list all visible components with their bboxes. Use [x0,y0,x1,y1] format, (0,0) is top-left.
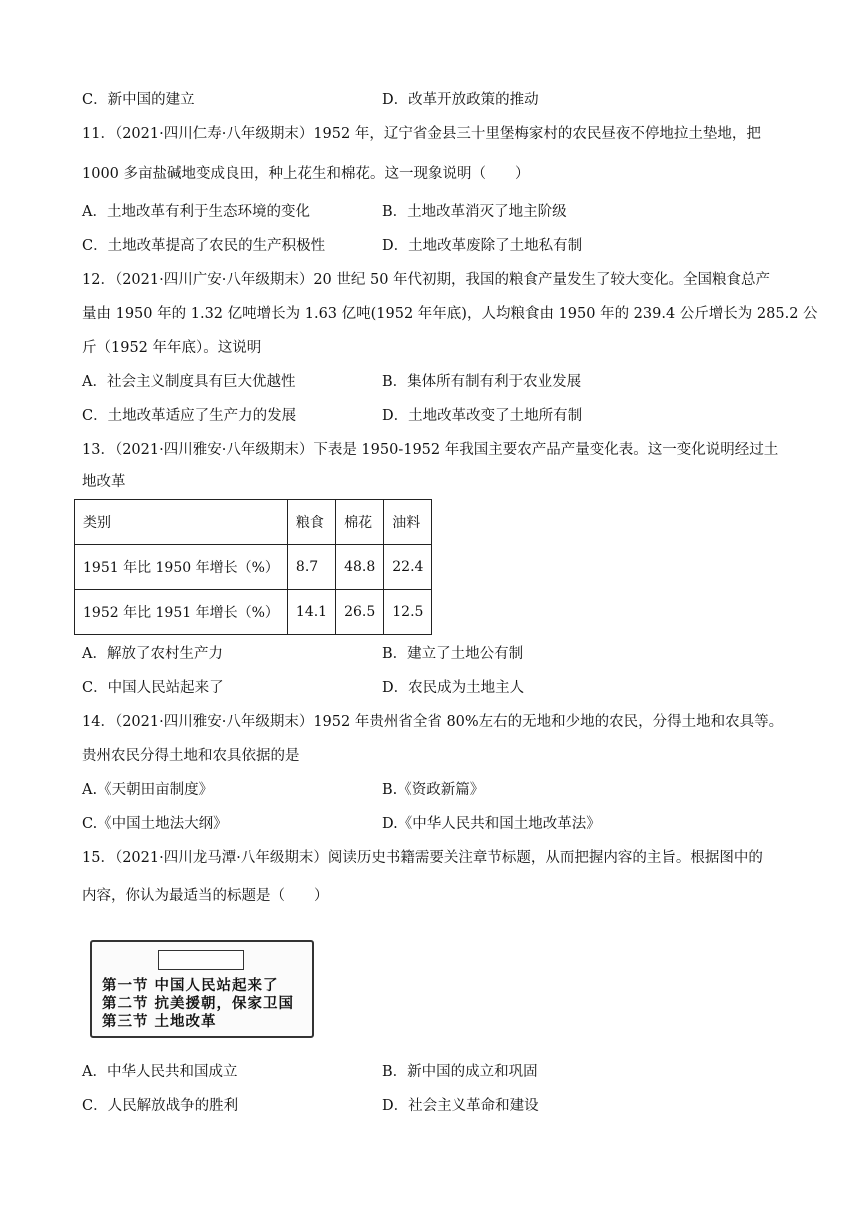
table-cell: 1952 年比 1951 年增长（%） [75,590,288,635]
table-header-cell: 油料 [384,500,432,545]
table-header-cell: 棉花 [336,500,384,545]
q12-stem-line1: 12．（2021·四川广安·八年级期末）20 世纪 50 年代初期，我国的粮食产量发生了较大变化。全国粮食总产 [82,272,771,288]
q13-option-c: C．中国人民站起来了 [82,680,224,696]
q14-option-c: C.《中国土地法大纲》 [82,816,228,832]
q15-option-a: A．中华人民共和国成立 [82,1064,238,1080]
table-row [75,590,432,635]
q10-option-c: C．新中国的建立 [82,92,195,108]
q11-option-c: C．土地改革提高了农民的生产积极性 [82,238,326,254]
q11-option-a: A．土地改革有利于生态环境的变化 [82,204,310,220]
q12-option-d: D．土地改革改变了土地所有制 [382,408,583,424]
table-row [75,545,432,590]
q13-option-d: D．农民成为土地主人 [382,680,525,696]
q12-option-a: A．社会主义制度具有巨大优越性 [82,374,296,390]
q10-option-d: D．改革开放政策的推动 [382,92,539,108]
q14-stem-line1: 14．（2021·四川雅安·八年级期末）1952 年贵州省全省 80%左右的无地和少地的农民，分得土地和农具等。 [82,714,784,730]
q15-option-d: D．社会主义革命和建设 [382,1098,539,1114]
table-header-cell: 粮食 [287,500,335,545]
q14-option-a: A.《天朝田亩制度》 [82,782,214,798]
q14-option-d: D.《中华人民共和国土地改革法》 [382,816,601,832]
q13-option-a: A．解放了农村生产力 [82,646,223,662]
table-cell: 12.5 [384,590,432,635]
q15-stem-line2: 内容，你认为最适当的标题是（ ） [82,888,329,904]
q13-data-table [74,499,432,635]
q13-option-b: B．建立了土地公有制 [382,646,524,662]
q15-option-b: B．新中国的成立和巩固 [382,1064,538,1080]
q11-option-d: D．土地改革废除了土地私有制 [382,238,583,254]
blank-title-box [158,950,244,970]
q11-option-b: B．土地改革消灭了地主阶级 [382,204,567,220]
table-cell: 14.1 [287,590,335,635]
q14-stem-line2: 贵州农民分得土地和农具依据的是 [82,748,300,764]
figure-chapter-line: 第一节 中国人民站起来了 [102,978,279,994]
table-cell: 26.5 [336,590,384,635]
table-cell: 8.7 [287,545,335,590]
q12-option-b: B．集体所有制有利于农业发展 [382,374,582,390]
q11-stem-line1: 11．（2021·四川仁寿·八年级期末）1952 年，辽宁省金县三十里堡梅家村的农民昼夜不停地拉土垫地，把 [82,126,761,142]
figure-chapter-line: 第三节 土地改革 [102,1014,217,1030]
q14-option-b: B.《资政新篇》 [382,782,485,798]
q12-option-c: C．土地改革适应了生产力的发展 [82,408,297,424]
q12-stem-line2: 量由 1950 年的 1.32 亿吨增长为 1.63 亿吨(1952 年年底)，人均粮食由 1950 年的 239.4 公斤增长为 285.2 公 [82,306,818,322]
q13-stem-line1: 13．（2021·四川雅安·八年级期末）下表是 1950-1952 年我国主要农产品产量变化表。这一变化说明经过土 [82,442,779,458]
figure-chapter-line: 第二节 抗美援朝，保家卫国 [102,996,295,1012]
q15-chapter-figure [90,940,314,1038]
q15-stem-line1: 15．（2021·四川龙马潭·八年级期末）阅读历史书籍需要关注章节标题，从而把握内容的主旨。根据图中的 [82,850,763,866]
table-header-row [75,500,432,545]
table-cell: 22.4 [384,545,432,590]
table-header-cell: 类别 [75,500,288,545]
q12-stem-line3: 斤（1952 年年底）。这说明 [82,340,262,356]
q11-stem-line2: 1000 多亩盐碱地变成良田，种上花生和棉花。这一现象说明（ ） [82,166,530,182]
q13-stem-line2: 地改革 [82,474,126,490]
table-cell: 48.8 [336,545,384,590]
table-cell: 1951 年比 1950 年增长（%） [75,545,288,590]
q15-option-c: C．人民解放战争的胜利 [82,1098,239,1114]
